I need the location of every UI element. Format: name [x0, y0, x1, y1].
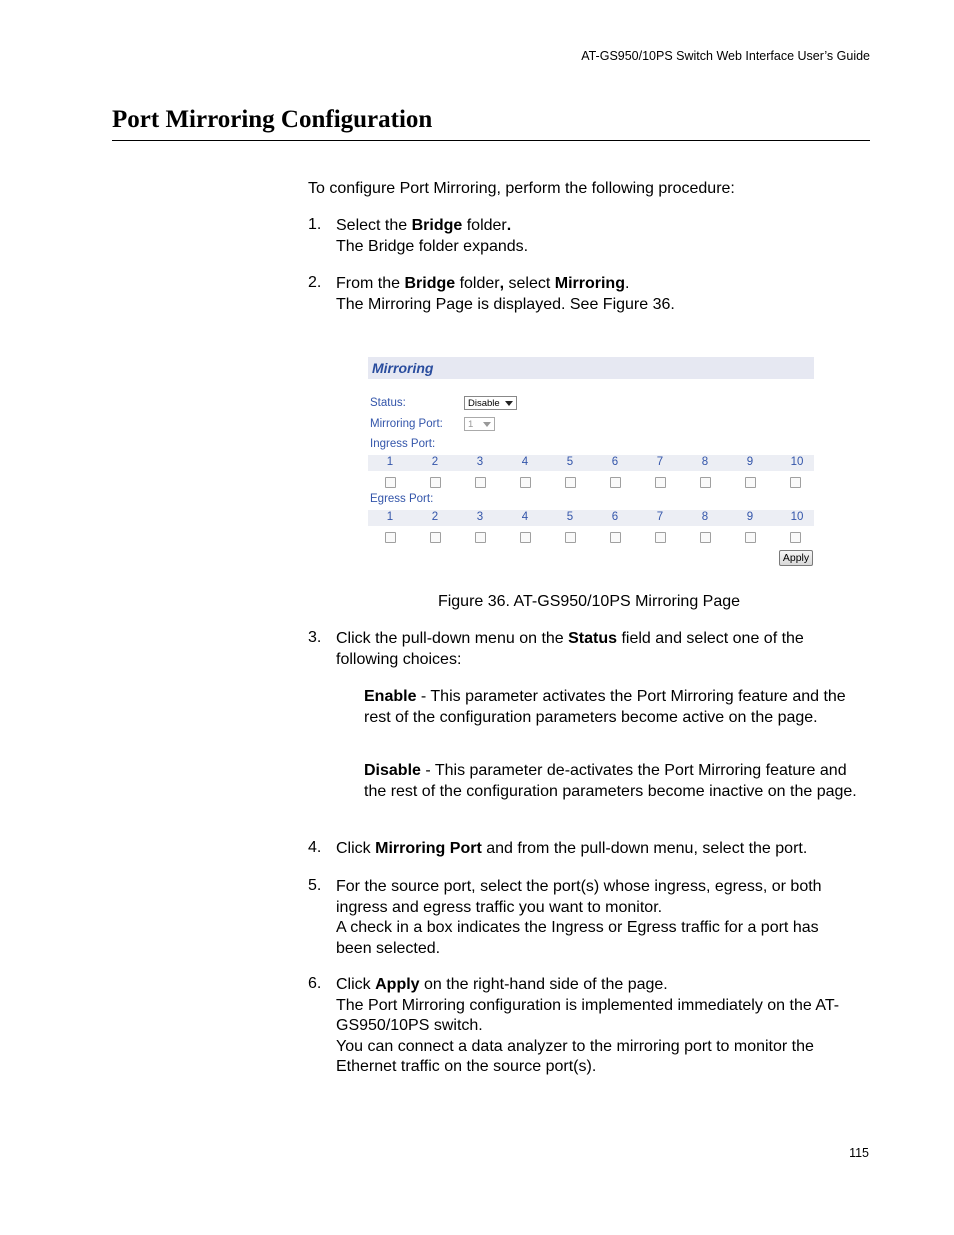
- step-6-number: 6.: [308, 975, 322, 992]
- egress-checkbox-9[interactable]: [745, 532, 756, 543]
- egress-port-header: [368, 510, 814, 526]
- step-6-note: You can connect a data analyzer to the mirroring port to monitor the Ethernet traffic on the source port(s).: [336, 1037, 814, 1075]
- ingress-checkbox-6[interactable]: [610, 477, 621, 488]
- mirroring-port-select[interactable]: [464, 417, 495, 431]
- step-4-text-c: and from the pull-down menu, select the port.: [481, 840, 808, 857]
- step-3-number: 3.: [308, 629, 322, 646]
- egress-checkbox-6[interactable]: [610, 532, 621, 543]
- choice-disable: [364, 761, 859, 802]
- choice-disable-term: Disable: [364, 762, 421, 779]
- chevron-down-icon: [483, 422, 491, 427]
- step-2-number: 2.: [308, 274, 322, 291]
- egress-port-number: 4: [521, 511, 529, 523]
- ingress-checkbox-7[interactable]: [655, 477, 666, 488]
- step-3: [336, 629, 851, 670]
- ingress-checkbox-5[interactable]: [565, 477, 576, 488]
- ingress-port-number: 10: [790, 456, 804, 468]
- egress-port-number: 6: [611, 511, 619, 523]
- step-4-bold: Mirroring Port: [375, 840, 482, 857]
- egress-checkbox-5[interactable]: [565, 532, 576, 543]
- egress-checkbox-10[interactable]: [790, 532, 801, 543]
- ingress-checkbox-4[interactable]: [520, 477, 531, 488]
- egress-port-number: 7: [656, 511, 664, 523]
- choice-enable-desc: - This parameter activates the Port Mirroring feature and the rest of the configuration parameters become active on the page.: [364, 688, 846, 726]
- ingress-port-number: 9: [746, 456, 754, 468]
- step-2: [336, 274, 866, 315]
- step-1-bold: Bridge: [411, 217, 463, 234]
- section-title: Port Mirroring Configuration: [112, 106, 433, 133]
- ingress-checkbox-2[interactable]: [430, 477, 441, 488]
- step-2-result: The Mirroring Page is displayed. See Figure 36.: [336, 295, 675, 313]
- status-select-value: Disable: [468, 398, 500, 409]
- ingress-port-number: 7: [656, 456, 664, 468]
- step-6-bold: Apply: [375, 976, 420, 993]
- status-label: Status:: [370, 397, 406, 409]
- step-1-text-a: Select the: [336, 217, 412, 234]
- figure-title: Mirroring: [372, 360, 434, 376]
- ingress-checkbox-10[interactable]: [790, 477, 801, 488]
- step-2-text-c: folder: [455, 275, 500, 292]
- step-1-period: .: [506, 217, 512, 234]
- step-5-number: 5.: [308, 877, 322, 894]
- egress-port-number: 5: [566, 511, 574, 523]
- figure-title-bar: [368, 357, 814, 379]
- running-header: AT-GS950/10PS Switch Web Interface User’s Guide: [581, 49, 870, 63]
- chevron-down-icon: [505, 401, 513, 406]
- page-number: 115: [849, 1146, 869, 1160]
- egress-port-number: 10: [790, 511, 804, 523]
- ingress-checkbox-8[interactable]: [700, 477, 711, 488]
- egress-port-number: 9: [746, 511, 754, 523]
- ingress-port-number: 4: [521, 456, 529, 468]
- step-6-text-a: Click: [336, 976, 376, 993]
- step-5: [336, 877, 858, 959]
- egress-port-label: Egress Port:: [370, 493, 434, 505]
- intro-text: To configure Port Mirroring, perform the following procedure:: [308, 180, 735, 197]
- step-3-bold: Status: [568, 630, 618, 647]
- step-6-text-c: on the right-hand side of the page.: [419, 976, 668, 993]
- ingress-checkbox-9[interactable]: [745, 477, 756, 488]
- step-3-text-a: Click the pull-down menu on the: [336, 630, 569, 647]
- ingress-port-number: 2: [431, 456, 439, 468]
- ingress-port-header: [368, 455, 814, 471]
- step-4: [336, 839, 866, 860]
- ingress-port-number: 8: [701, 456, 709, 468]
- step-5-note: A check in a box indicates the Ingress or Egress traffic for a port has been selected.: [336, 919, 819, 957]
- step-6: [336, 975, 854, 1078]
- ingress-port-number: 5: [566, 456, 574, 468]
- apply-button[interactable]: Apply: [779, 550, 813, 566]
- step-1-result: The Bridge folder expands.: [336, 237, 529, 255]
- choice-disable-desc: - This parameter de-activates the Port Mirroring feature and the rest of the configuration parameters become inactive on the page.: [364, 762, 857, 800]
- egress-port-number: 1: [386, 511, 394, 523]
- step-2-text-e: select: [504, 275, 555, 292]
- ingress-port-number: 1: [386, 456, 394, 468]
- choice-enable-term: Enable: [364, 688, 417, 705]
- mirroring-page-figure: [366, 357, 816, 569]
- egress-checkbox-1[interactable]: [385, 532, 396, 543]
- mirroring-port-value: 1: [468, 419, 474, 430]
- status-select[interactable]: [464, 396, 517, 410]
- egress-port-number: 2: [431, 511, 439, 523]
- step-6-result: The Port Mirroring configuration is implemented immediately on the AT-GS950/10PS switch.: [336, 996, 840, 1034]
- mirroring-port-label: Mirroring Port:: [370, 418, 443, 430]
- ingress-port-number: 6: [611, 456, 619, 468]
- step-5-text: For the source port, select the port(s) whose ingress, egress, or both ingress and egress traffic you want to monitor.: [336, 878, 822, 916]
- egress-checkbox-3[interactable]: [475, 532, 486, 543]
- step-2-bold-bridge: Bridge: [404, 275, 456, 292]
- ingress-checkbox-1[interactable]: [385, 477, 396, 488]
- figure-caption: Figure 36. AT-GS950/10PS Mirroring Page: [437, 593, 741, 610]
- step-4-number: 4.: [308, 839, 322, 856]
- step-2-period: .: [624, 275, 630, 292]
- step-1: [336, 216, 866, 257]
- egress-checkbox-4[interactable]: [520, 532, 531, 543]
- title-rule: [112, 140, 870, 141]
- step-2-comma: ,: [499, 275, 505, 292]
- ingress-port-label: Ingress Port:: [370, 438, 436, 450]
- choice-enable: [364, 687, 859, 728]
- step-1-number: 1.: [308, 216, 322, 233]
- step-3-text-c: field and select one of the following choices:: [336, 630, 804, 668]
- ingress-checkbox-3[interactable]: [475, 477, 486, 488]
- egress-port-number: 3: [476, 511, 484, 523]
- egress-checkbox-2[interactable]: [430, 532, 441, 543]
- step-2-bold-mirroring: Mirroring: [554, 275, 625, 292]
- step-4-text-a: Click: [336, 840, 376, 857]
- egress-checkbox-8[interactable]: [700, 532, 711, 543]
- step-2-text-a: From the: [336, 275, 405, 292]
- step-1-text-c: folder: [462, 217, 507, 234]
- egress-checkbox-7[interactable]: [655, 532, 666, 543]
- ingress-port-number: 3: [476, 456, 484, 468]
- egress-port-number: 8: [701, 511, 709, 523]
